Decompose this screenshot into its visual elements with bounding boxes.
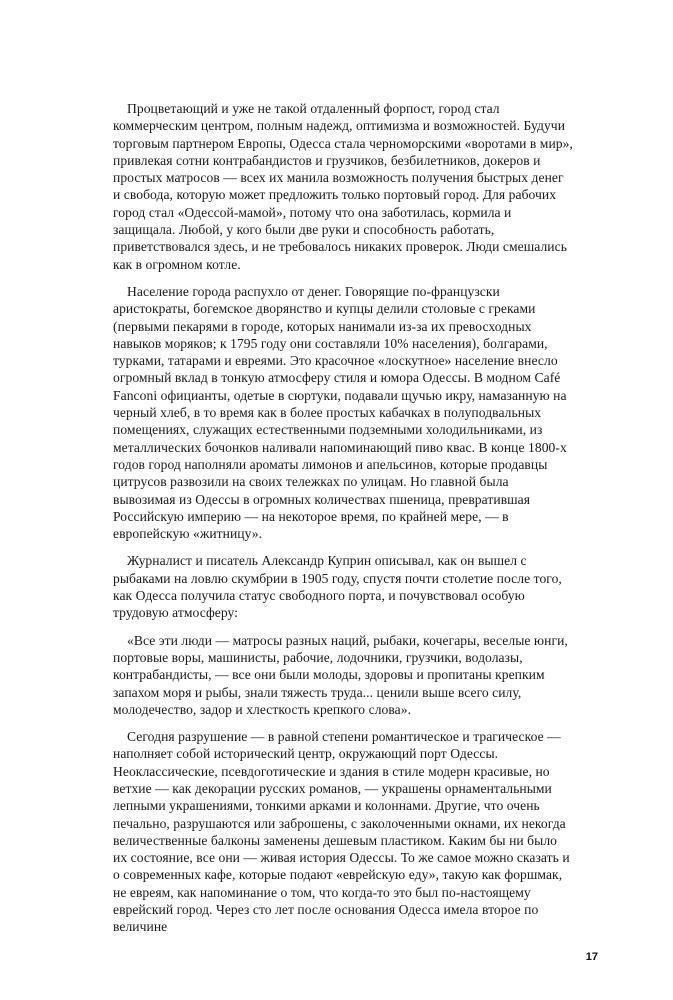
quote-paragraph: «Все эти люди — матросы разных наций, рыбаки, кочегары, веселые юнги, портовые воры, машинисты, рабочие, лодочники, грузчики, водолазы, контрабандисты, — все они были молоды, здоровы и пропитаны крепким запахом моря и рыбы, знали тяжесть труда... ценили выше всего силу, молодечество, задор и хлесткость крепкого слова». [113, 632, 568, 717]
paragraph-3: Журналист и писатель Александр Куприн описывал, как он вышел с рыбаками на ловлю скумбрии в 1905 году, спустя почти столетие после того, как Одесса получила статус свободного порта, и почувствовал особую трудовую атмосферу: [113, 553, 562, 621]
paragraph-5: Сегодня разрушение — в равной степени романтическое и трагическое — наполняет собой исторический центр, окружающий порт Одессы. Неоклассические, псевдоготические и здания в стиле модерн красивые, но ветхие — как декорации русских романов, — украшены орнаментальными лепными украшениями, тонкими арками и колоннами. Другие, что очень печально, разрушаются или заброшены, с заколоченными окнами, их некогда величественные балконы заменены дешевым пластиком. Каким бы ни было их состояние, все они — живая история Одессы. То же самое можно сказать и о современных кафе, которые подают «еврейскую еду», такую как форшмак, не евреям, как напоминание о том, что когда-то это был по-настоящему еврейский город. Через сто лет после основания Одесса имела второе по величине [113, 729, 570, 935]
paragraph-2: Население города распухло от денег. Говорящие по-французски аристократы, богемское дворянство и купцы делили столовые с греками (первыми пекарями в городе, которых нанимали из-за их превосходных навыков моряков; к 1795 году они составляли 10% населения), болгарами, турками, татарами и евреями. Это красочное «лоскутное» население внесло огромный вклад в тонкую атмосферу стиля и юмора Одессы. В модном Café Fanconi официанты, одетые в сюртуки, подавали щучью икру, намазанную на черный хлеб, в то время как в более простых кабачках в полуподвальных помещениях, служащих естественными подземными холодильниками, из металлических бочонков наливали напоминающий пиво квас. В конце 1800-х годов город наполняли ароматы лимонов и апельсинов, которые продавцы цитрусов развозили на своих тележках по улицам. Но главной была вывозимая из Одессы в огромных количествах пшеница, превратившая Российскую империю — на некоторое время, по крайней мере, — в европейскую «житницу». [113, 283, 567, 542]
body-text [113, 100, 573, 946]
page-number: 17 [585, 951, 598, 963]
paragraph-1: Процветающий и уже не такой отдаленный форпост, город стал коммерческим центром, полным надежд, оптимизма и возможностей. Будучи торговым партнером Европы, Одесса стала черноморскими «воротами в мир», привлекая сотни контрабандистов и грузчиков, безбилетников, докеров и простых матросов — всех их манила возможность получения быстрых денег и свобода, которую может предложить только портовый город. Для рабочих город стал «Одессой-мамой», потому что она заботилась, кормила и защищала. Любой, у кого были две руки и способность работать, приветствовался здесь, и не требовалось никаких проверок. Люди смешались как в огромном котле. [113, 101, 573, 272]
